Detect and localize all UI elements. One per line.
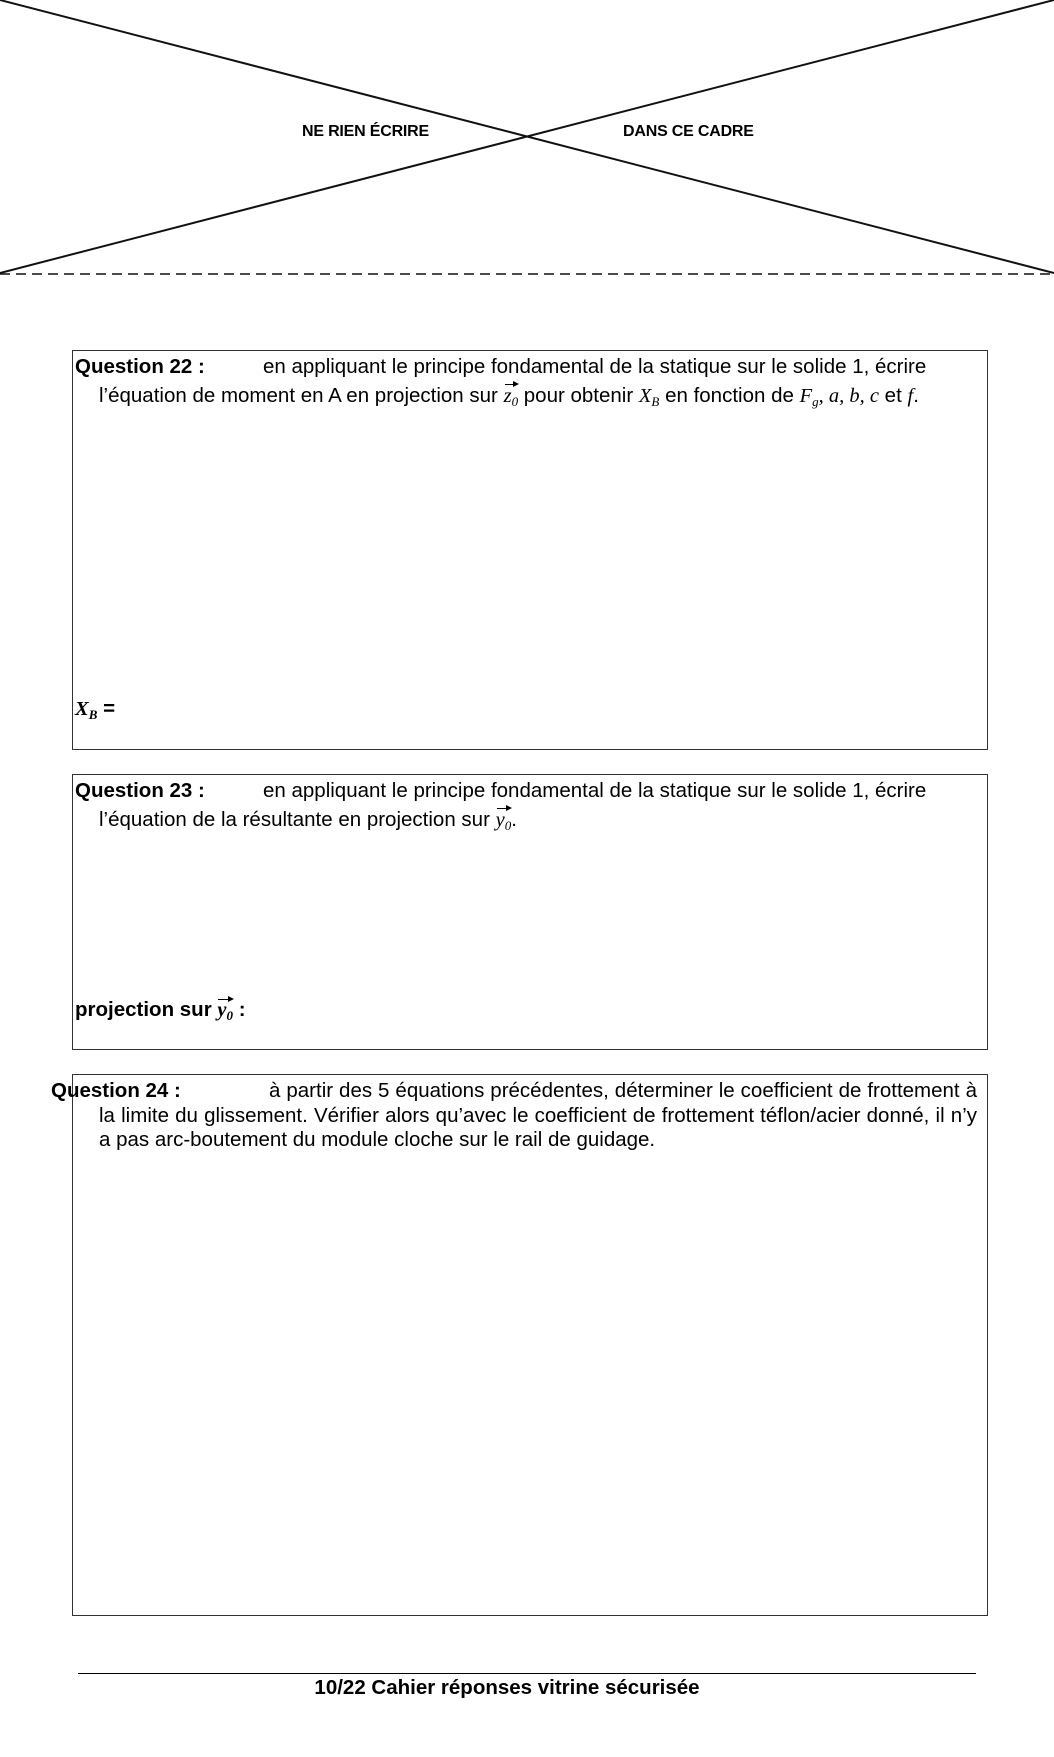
question-22-line2-mid: pour obtenir bbox=[523, 383, 634, 407]
header-text-right: DANS CE CADRE bbox=[623, 123, 754, 140]
question-22-prompt bbox=[75, 355, 977, 408]
question-22-answer-label: $X_B$ = bbox=[75, 697, 116, 722]
question-23-answer-box[interactable] bbox=[72, 774, 988, 1050]
header-text-left: NE RIEN ÉCRIRE bbox=[302, 123, 429, 140]
question-23-answer-label: projection sur $y_0$ : bbox=[75, 995, 246, 1022]
end-punct: . bbox=[511, 807, 517, 831]
vector-y0-answer: $y_0$ bbox=[217, 995, 233, 1022]
question-23-line1: en appliquant le principe fondamental de la statique sur le solide 1, écrire bbox=[263, 779, 927, 802]
question-22-line1: en appliquant le principe fondamental de la statique sur le solide 1, écrire bbox=[263, 355, 927, 378]
question-23-prompt bbox=[75, 779, 977, 832]
footer-rule bbox=[78, 1673, 976, 1674]
question-23-label: Question 23 : bbox=[75, 779, 205, 802]
end-punct: . bbox=[913, 383, 919, 407]
question-22-answer-box[interactable] bbox=[72, 350, 988, 750]
parameter-list: $F_g$, a, b, c bbox=[799, 384, 879, 409]
question-24-text: à partir des 5 équations précédentes, déterminer le coefficient de frottement à la limite du glissement. Vérifier alors qu’avec le coefficient de frottement téflon/acier donné, il n’y a pas arc-boutement du module cloche sur le rail de guidage. bbox=[99, 1079, 977, 1151]
question-23-line2-pre: l’équation de la résultante en projection sur bbox=[99, 807, 490, 831]
question-22-label: Question 22 : bbox=[75, 355, 205, 378]
and-word: et bbox=[884, 383, 902, 407]
parameter-f: f bbox=[907, 384, 914, 407]
question-24-prompt bbox=[51, 1079, 977, 1153]
question-22-line2-post: en fonction de bbox=[665, 383, 794, 407]
question-22-line2-pre: l’équation de moment en A en projection sur bbox=[99, 383, 498, 407]
page-footer: 10/22 Cahier réponses vitrine sécurisée bbox=[314, 1676, 700, 1699]
question-24-label: Question 24 : bbox=[51, 1079, 181, 1102]
variable-xb: $X_B$ bbox=[638, 384, 660, 409]
vector-y0: $y_0$ bbox=[496, 804, 512, 833]
no-write-zone-cross bbox=[0, 0, 1054, 280]
question-24-answer-box[interactable] bbox=[51, 1074, 988, 1616]
vector-z0: $z_0$ bbox=[504, 380, 518, 409]
